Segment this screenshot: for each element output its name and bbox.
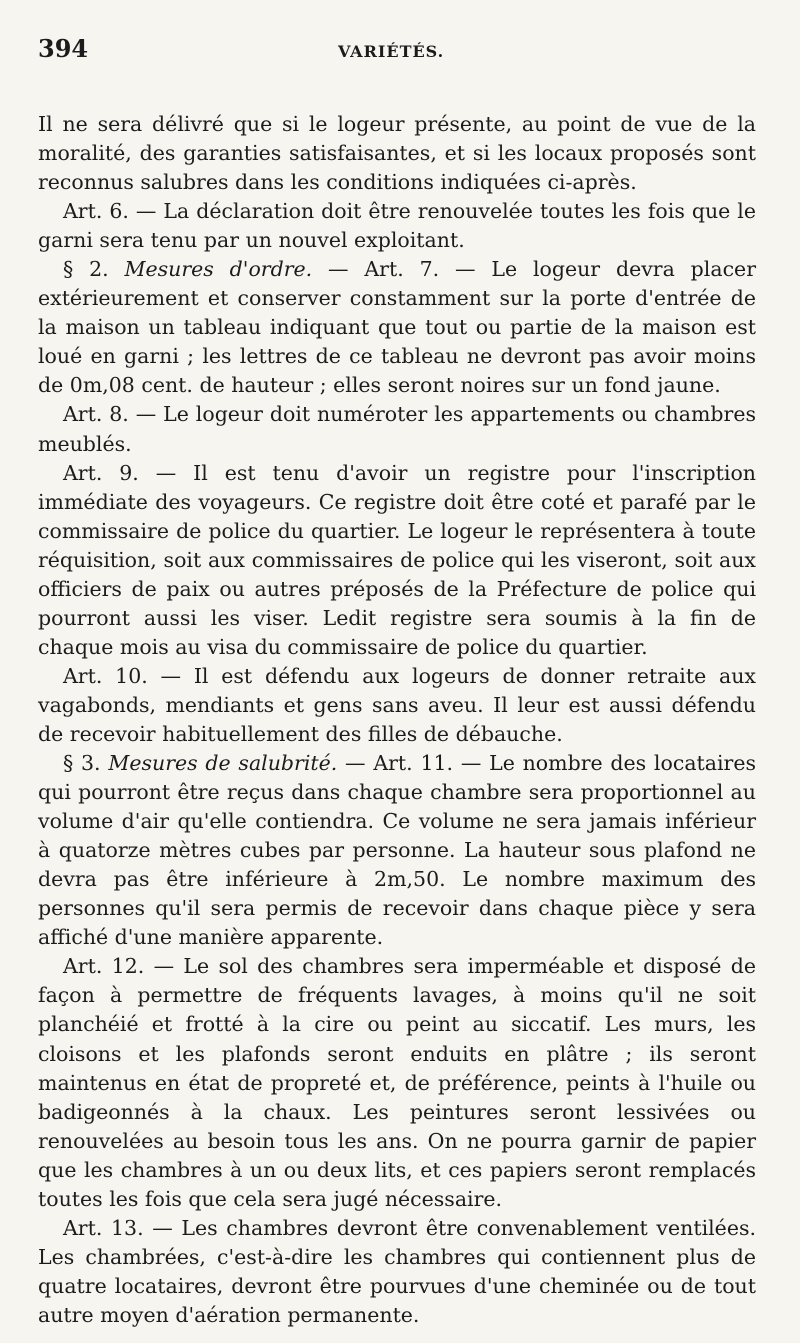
section-mark: § 2. xyxy=(63,257,125,282)
paragraph-art-12: Art. 12. — Le sol des chambres sera imperméable et disposé de façon à permettre de fréquents lavages, à moins qu'il ne soit planchéié et frotté à la cire ou peint au siccatif. Les murs, les cloisons et les plafonds seront enduits en plâtre ; ils seront maintenus en état de propreté et, de préférence, peints à l'huile ou badigeonnés à la chaux. Les peintures seront lessivées ou renouvelées au besoin tous les ans. On ne pourra garnir de papier que les chambres à un ou deux lits, et ces papiers seront remplacés toutes les fois que cela sera jugé nécessaire. xyxy=(38,954,756,1211)
section-heading: Mesures de salubrité. xyxy=(108,751,338,776)
running-title: VARIÉTÉS. xyxy=(338,42,445,61)
paragraph-text: — Art. 7. — Le logeur devra placer extérieurement et conserver constamment sur la porte d'entrée de la maison un tableau indiquant que tout ou partie de la maison est loué en garni ; les lettres de ce tableau ne devront pas avoir moins de 0m,08 cent. de hauteur ; elles seront noires sur un fond jaune. xyxy=(38,257,756,398)
paragraph-section-2-art-7 xyxy=(38,255,756,400)
section-heading: Mesures d'ordre. xyxy=(124,257,313,282)
running-head xyxy=(38,34,756,74)
paragraph-continued: Il ne sera délivré que si le logeur présente, au point de vue de la moralité, des garanties satisfaisantes, et si les locaux proposés sont reconnus salubres dans les conditions indiquées ci-après. xyxy=(38,112,756,195)
paragraph-art-6: Art. 6. — La déclaration doit être renouvelée toutes les fois que le garni sera tenu par un nouvel exploitant. xyxy=(38,199,756,253)
paragraph-section-3-art-11 xyxy=(38,749,756,952)
page-number: 394 xyxy=(38,34,89,63)
section-mark: § 3. xyxy=(63,751,109,776)
paragraph-text: — Art. 11. — Le nombre des locataires qui pourront être reçus dans chaque chambre sera proportionnel au volume d'air qu'elle contiendra. Ce volume ne sera jamais inférieur à quatorze mètres cubes par personne. La hauteur sous plafond ne devra pas être inférieure à 2m,50. Le nombre maximum des personnes qu'il sera permis de recevoir dans chaque pièce y sera affiché d'une manière apparente. xyxy=(38,751,757,950)
paragraph-art-8: Art. 8. — Le logeur doit numéroter les appartements ou chambres meublés. xyxy=(38,402,756,456)
paragraph-art-9: Art. 9. — Il est tenu d'avoir un registre pour l'inscription immédiate des voyageurs. Ce registre doit être coté et parafé par le commissaire de police du quartier. Le logeur le représentera à toute réquisition, soit aux commissaires de police qui les viseront, soit aux officiers de paix ou autres préposés de la Préfecture de police qui pourront aussi les viser. Ledit registre sera soumis à la fin de chaque mois au visa du commissaire de police du quartier. xyxy=(38,460,756,659)
paragraph-art-10: Art. 10. — Il est défendu aux logeurs de donner retraite aux vagabonds, mendiants et gens sans aveu. Il leur est aussi défendu de recevoir habituellement des filles de débauche. xyxy=(38,663,756,746)
body-text xyxy=(38,110,756,1330)
paragraph-art-13: Art. 13. — Les chambres devront être convenablement ventilées. Les chambrées, c'est-à-dire les chambres qui contiennent plus de quatre locataires, devront être pourvues d'une cheminée ou de tout autre moyen d'aération permanente. xyxy=(38,1215,756,1327)
